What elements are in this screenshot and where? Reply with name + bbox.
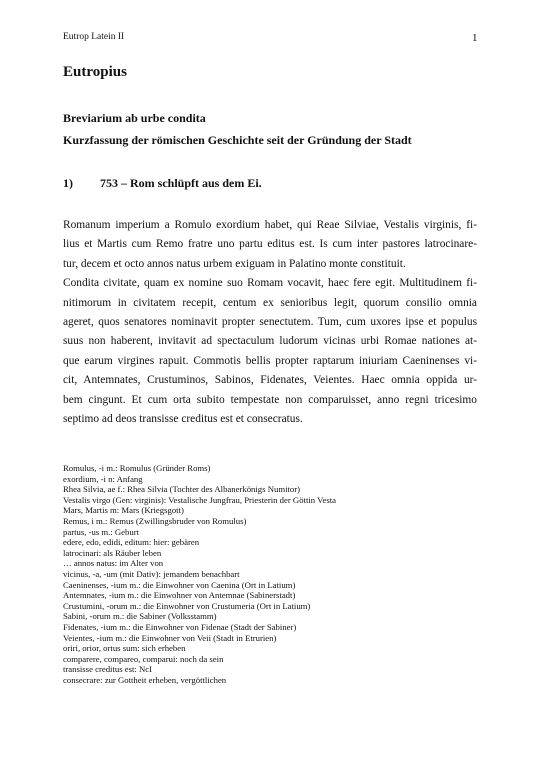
vocab-entry: exordium, -i n: Anfang — [63, 473, 143, 484]
header-label: Eutrop Latein II — [63, 32, 125, 42]
text-line: cit, Antemnates, Crustuminos, Sabinos, Fidenates, Veientes. Haec omnia oppida ur- — [63, 374, 477, 387]
text-line: Condita civitate, quam ex nomine suo Romam vocavit, haec fere egit. Multitudinem fi- — [63, 277, 477, 290]
vocab-entry: Sabini, -orum m.: die Sabiner (Volksstamm) — [63, 611, 217, 622]
vocab-entry: comparere, compareo, comparui: noch da sein — [63, 653, 224, 664]
vocab-entry: consecrare: zur Gottheit erheben, vergöttlichen — [63, 674, 227, 685]
text-line: que earum virgines rapuit. Commotis bellis propter raptarum iniuriam Caeninenses vi- — [63, 354, 477, 367]
vocab-entry: oriri, orior, ortus sum: sich erheben — [63, 643, 186, 654]
vocab-entry: Crustumini, -orum m.: die Einwohner von Crustumeria (Ort in Latium) — [63, 600, 311, 611]
vocab-entry: Fidenates, -ium m.: die Einwohner von Fidenae (Stadt der Sabiner) — [63, 621, 297, 632]
text-line: nitimorum in civitatem recepit, centum ex senioribus legit, quorum consilio omnia — [63, 296, 477, 309]
vocab-entry: Mars, Martis m: Mars (Kriegsgott) — [63, 505, 184, 516]
vocab-entry: latrocinari: als Räuber leben — [63, 547, 162, 558]
vocab-entry: Caeninenses, -ium m.: die Einwohner von Caenina (Ort in Latium) — [63, 579, 296, 590]
subtitle-german: Kurzfassung der römischen Geschichte seit der Gründung der Stadt — [63, 133, 412, 147]
vocab-entry: Vestalis virgo (Gen: virginis): Vestalische Jungfrau, Priesterin der Göttin Vesta — [63, 494, 336, 505]
vocab-entry: … annos natus: im Alter von — [63, 558, 164, 569]
latin-text — [63, 216, 477, 429]
vocab-entry: partus, -us m.: Geburt — [63, 526, 140, 537]
vocab-entry: Romulus, -i m.: Romulus (Gründer Roms) — [63, 463, 211, 473]
vocab-entry: Veientes, -ium m.: die Einwohner von Veii (Stadt in Etrurien) — [63, 632, 277, 643]
vocab-entry: Remus, i m.: Remus (Zwillingsbruder von Romulus) — [63, 515, 247, 526]
vocab-entry: Antemnates, -ium m.: die Einwohner von Antemnae (Sabinerstadt) — [63, 590, 296, 601]
text-line: septimo ad deos transisse creditus est et consecratus. — [63, 412, 303, 425]
text-line: bem cingunt. Et cum orta subito tempestate non comparuisset, anno regni tricesimo — [63, 393, 477, 406]
vocabulary-list — [63, 463, 336, 685]
section-heading — [63, 176, 262, 191]
text-line: Romanum imperium a Romulo exordium habet, qui Reae Silviae, Vestalis virginis, fi- — [63, 219, 477, 231]
text-line: ageret, quos senatores nominavit propter senectutem. Tum, cum uxores ipse et populus — [63, 315, 477, 328]
text-line: lius et Martis cum Remo fratre uno partu editus est. Is cum inter pastores latrocinare- — [63, 238, 477, 251]
vocab-entry: vicinus, -a, -um (mit Dativ): jemandem benachbart — [63, 568, 240, 579]
section-title: 753 – Rom schlüpft aus dem Ei. — [100, 176, 262, 190]
text-line: suus non haberent, invitavit ad spectaculum ludorum vicinas urbi Romae nationes at- — [63, 335, 477, 348]
vocab-entry: edere, edo, edidi, editum: hier: gebären — [63, 537, 200, 548]
subtitle-latin: Breviarium ab urbe condita — [63, 111, 206, 125]
text-line: tur, decem et octo annos natus urbem exiguam in Palatino monte constituit. — [63, 257, 406, 270]
page-number: 1 — [472, 32, 478, 44]
vocab-entry: Rhea Silvia, ae f.: Rhea Silvia (Tochter des Albanerkönigs Numitor) — [63, 484, 301, 495]
section-number: 1) — [63, 176, 73, 190]
document-title: Eutropius — [63, 64, 127, 80]
vocab-entry: transisse creditus est: NcI — [63, 664, 153, 675]
